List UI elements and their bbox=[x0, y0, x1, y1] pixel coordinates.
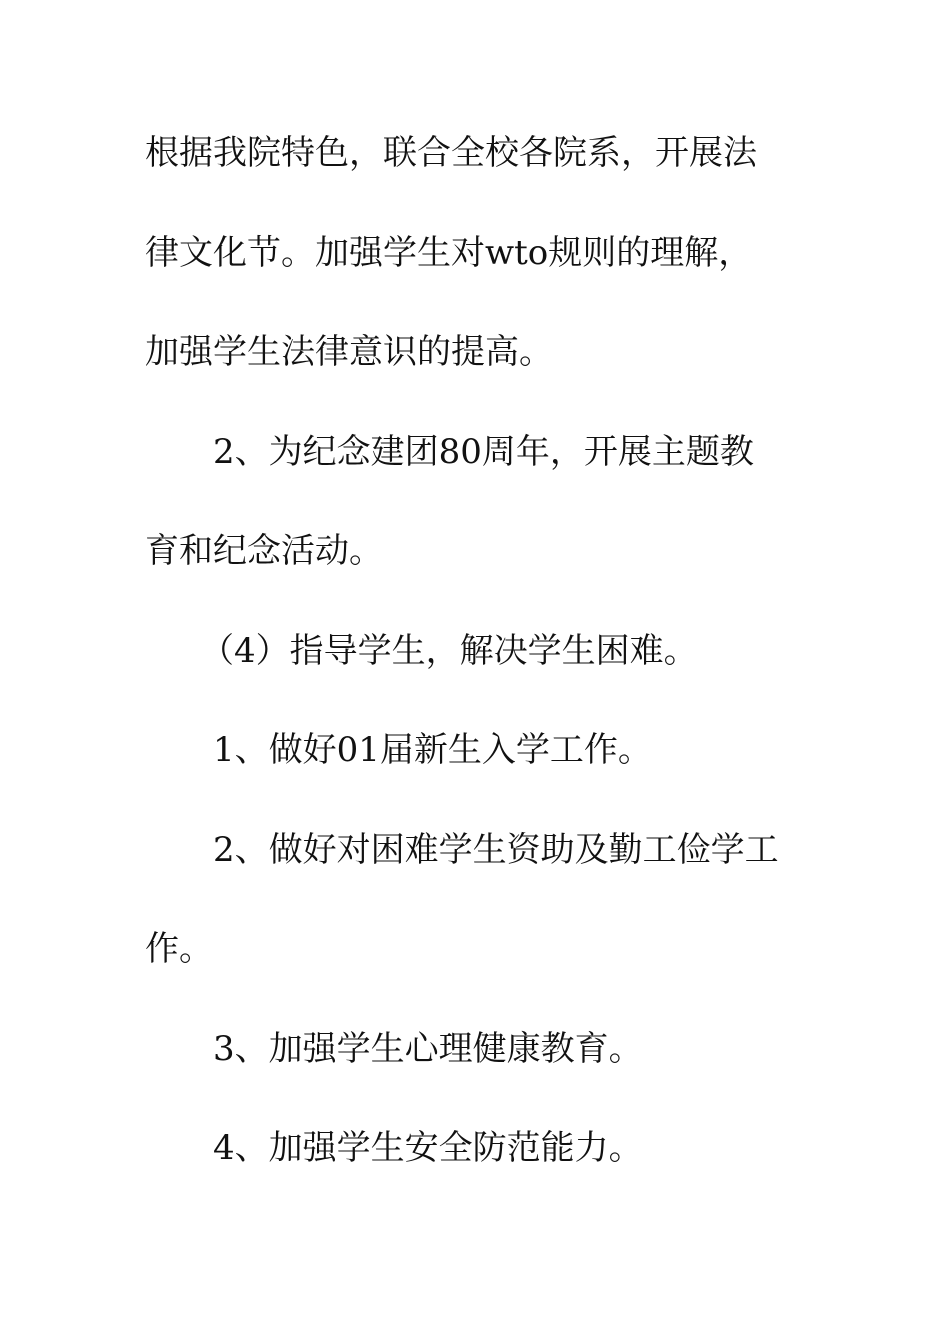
list-item-2b-line-1: 2、做好对困难学生资助及勤工俭学工 bbox=[213, 830, 779, 870]
paragraph-line-2: 律文化节。加强学生对wto规则的理解， bbox=[145, 233, 753, 273]
list-item-2b-line-2: 作。 bbox=[145, 929, 213, 969]
list-item-2-line-2: 育和纪念活动。 bbox=[145, 531, 383, 571]
list-item-1: 1、做好01届新生入学工作。 bbox=[213, 730, 652, 770]
paragraph-line-1: 根据我院特色，联合全校各院系，开展法 bbox=[145, 133, 757, 173]
list-item-4: 4、加强学生安全防范能力。 bbox=[213, 1128, 643, 1168]
paragraph-line-3: 加强学生法律意识的提高。 bbox=[145, 332, 553, 372]
section-heading-4: （4）指导学生，解决学生困难。 bbox=[200, 631, 698, 671]
list-item-3: 3、加强学生心理健康教育。 bbox=[213, 1029, 643, 1069]
list-item-2-line-1: 2、为纪念建团80周年，开展主题教 bbox=[213, 432, 754, 472]
